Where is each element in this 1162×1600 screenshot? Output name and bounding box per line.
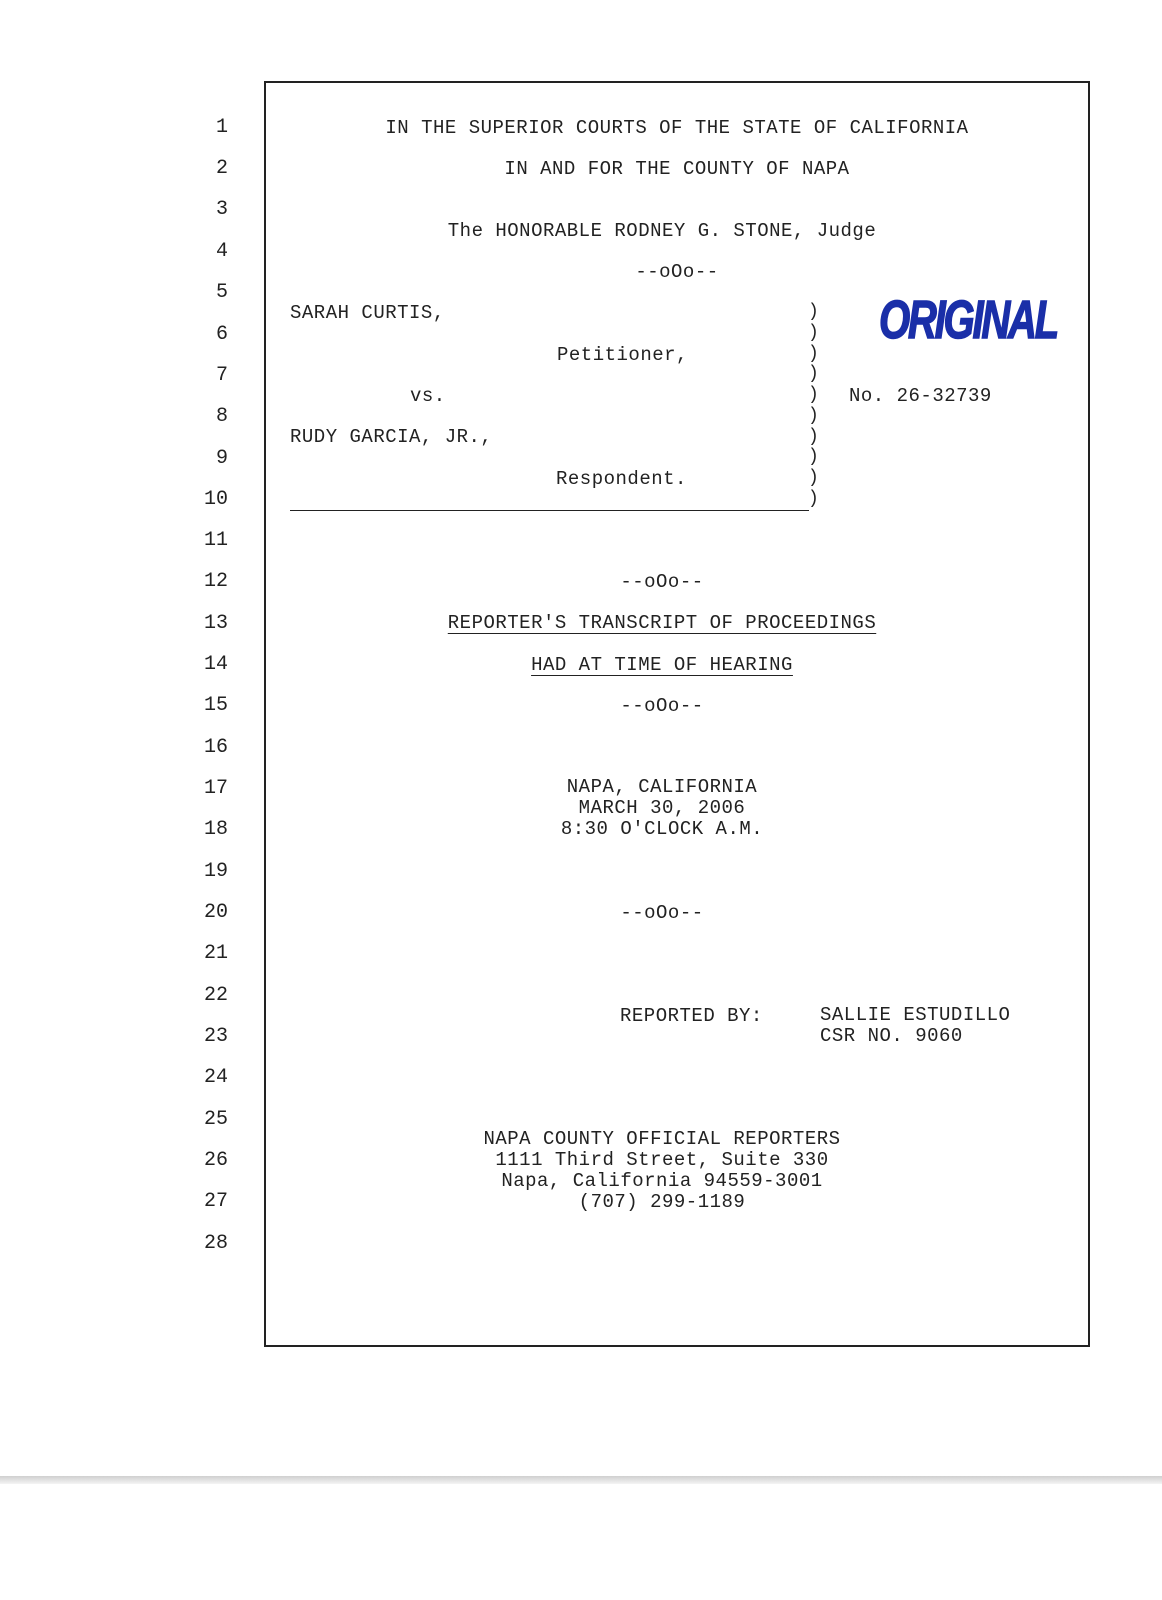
transcript-title-line2: HAD AT TIME OF HEARING	[531, 654, 793, 676]
judge-name: The HONORABLE RODNEY G. STONE, Judge	[447, 220, 877, 242]
venue-date: MARCH 30, 2006	[578, 797, 746, 819]
petitioner-name: SARAH CURTIS,	[290, 302, 445, 324]
office-street: 1111 Third Street, Suite 330	[495, 1149, 829, 1171]
line-number: 22	[203, 984, 228, 1007]
original-stamp	[877, 284, 1061, 350]
line-number: 10	[203, 488, 228, 511]
reporter-name: SALLIE ESTUDILLO	[820, 1004, 1011, 1026]
petitioner-role: Petitioner,	[557, 344, 688, 366]
court-name: IN THE SUPERIOR COURTS OF THE STATE OF CALIFORNIA	[385, 117, 969, 139]
line-number: 1	[215, 116, 228, 139]
reporter-csr: CSR NO. 9060	[820, 1025, 963, 1047]
office-phone: (707) 299-1189	[578, 1191, 746, 1213]
venue-time: 8:30 O'CLOCK A.M.	[560, 818, 764, 840]
line-number: 3	[215, 198, 228, 221]
transcript-title	[264, 612, 1060, 634]
line-number: 14	[203, 653, 228, 676]
line-number: 4	[215, 240, 228, 263]
line-number: 20	[203, 901, 228, 924]
line-number: 23	[203, 1025, 228, 1048]
respondent-name: RUDY GARCIA, JR.,	[290, 426, 493, 448]
line-number: 27	[203, 1190, 228, 1213]
venue-place: NAPA, CALIFORNIA	[566, 776, 758, 798]
caption-underline	[290, 510, 809, 511]
line-number: 25	[203, 1108, 228, 1131]
line-number: 5	[215, 281, 228, 304]
office-city: Napa, California 94559-3001	[501, 1170, 823, 1192]
line-number: 24	[203, 1066, 228, 1089]
line-number: 28	[203, 1232, 228, 1255]
line-number: 26	[203, 1149, 228, 1172]
line-number: 8	[215, 405, 228, 428]
reported-by-label: REPORTED BY:	[620, 1005, 763, 1027]
line-number: 16	[203, 736, 228, 759]
transcript-title-line1: REPORTER'S TRANSCRIPT OF PROCEEDINGS	[447, 612, 877, 634]
line-number: 21	[203, 942, 228, 965]
line-number: 17	[203, 777, 228, 800]
line-number: 15	[203, 694, 228, 717]
case-number: No. 26-32739	[849, 385, 992, 407]
respondent-role: Respondent.	[556, 468, 687, 490]
line-number: 18	[203, 818, 228, 841]
versus: vs.	[410, 385, 446, 407]
office-name: NAPA COUNTY OFFICIAL REPORTERS	[483, 1128, 841, 1150]
line-number: 12	[203, 570, 228, 593]
line-number: 7	[215, 364, 228, 387]
transcript-subtitle	[264, 654, 1060, 676]
line-number: 6	[215, 323, 228, 346]
separator: --oOo--	[620, 695, 704, 717]
line-number: 11	[203, 529, 228, 552]
stamp-text: ORIGINAL	[879, 290, 1058, 350]
separator: --oOo--	[620, 571, 704, 593]
line-number: 13	[203, 612, 228, 635]
scan-edge	[0, 1476, 1162, 1484]
line-number: 9	[215, 447, 228, 470]
separator: --oOo--	[635, 261, 719, 283]
line-number: 19	[203, 860, 228, 883]
separator: --oOo--	[620, 902, 704, 924]
county-name: IN AND FOR THE COUNTY OF NAPA	[504, 158, 850, 180]
line-number: 2	[215, 157, 228, 180]
